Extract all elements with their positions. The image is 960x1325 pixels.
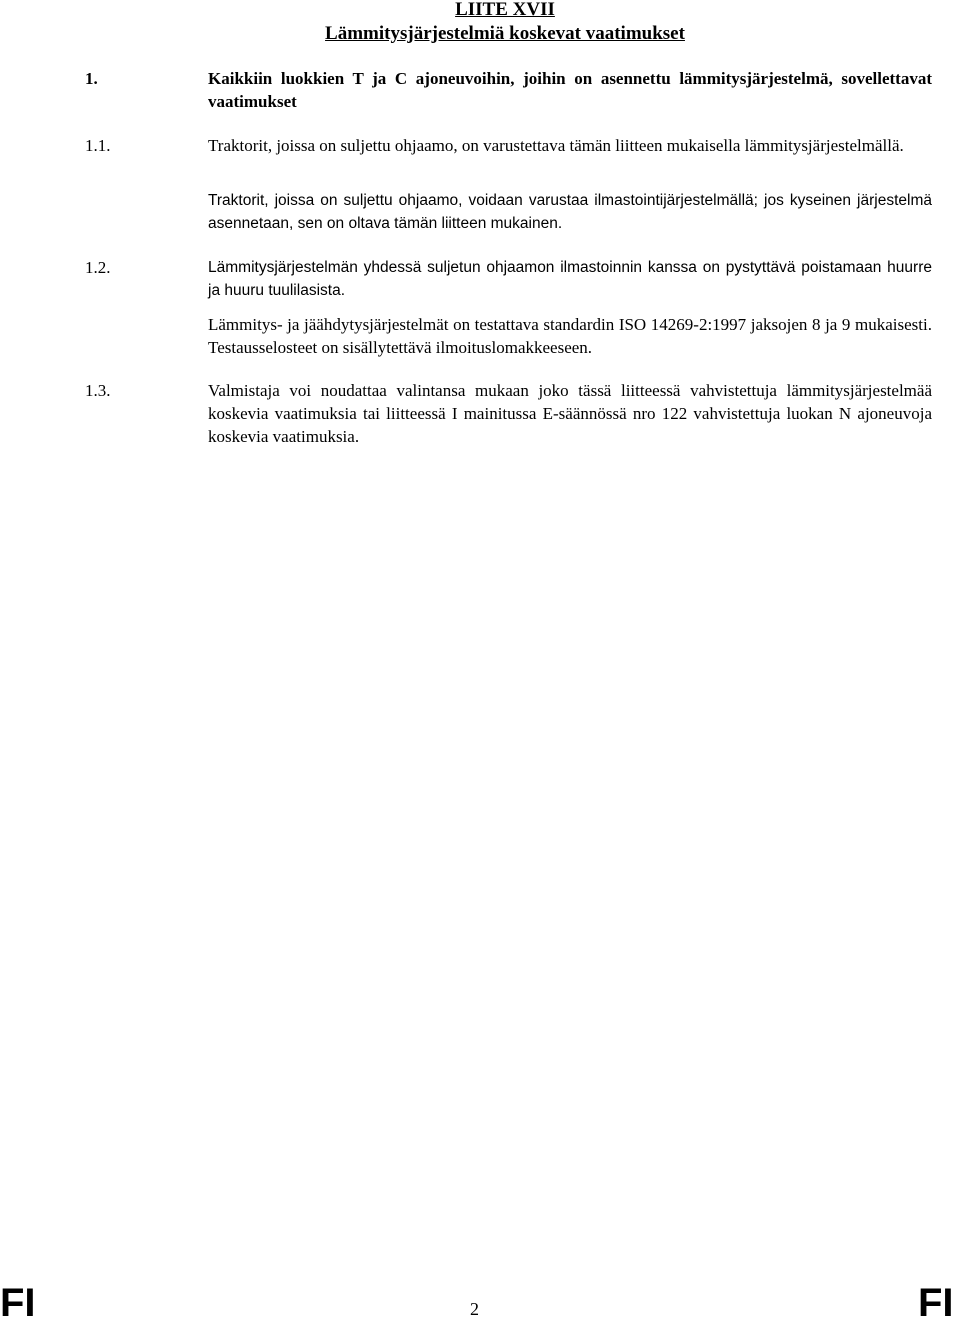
section-1-3-paragraph: Valmistaja voi noudattaa valintansa mukaan joko tässä liitteessä vahvistettuja lämmitysjärjestelmää koskevia vaatimuksia tai liitteessä I mainitussa E-säännössä nro 122 vahvistettuja luokan N ajoneuvoja koskevia vaatimuksia.	[208, 381, 932, 446]
section-1-1-paragraph: Traktorit, joissa on suljettu ohjaamo, on varustettava tämän liitteen mukaisella lämmitysjärjestelmällä.	[208, 136, 904, 155]
section-1-2-paragraph: Lämmitysjärjestelmän yhdessä suljetun ohjaamon ilmastoinnin kanssa on pystyttävä poistamaan huurre ja huuru tuulilasista.	[208, 259, 932, 299]
section-1-2-paragraph-2: Lämmitys- ja jäähdytysjärjestelmät on testattava standardin ISO 14269-2:1997 jaksojen 8 ja 9 mukaisesti. Testausselosteet on sisällytettävä ilmoituslomakkeeseen.	[208, 315, 932, 357]
section-1-1-number: 1.1.	[85, 136, 111, 155]
footer-language-right: FI	[918, 1281, 954, 1325]
annex-label: LIITE XVII	[455, 0, 555, 20]
section-1-3-number: 1.3.	[85, 381, 111, 400]
section-1-number: 1.	[85, 69, 98, 88]
page-number: 2	[470, 1299, 479, 1319]
section-1-heading: Kaikkiin luokkien T ja C ajoneuvoihin, joihin on asennettu lämmitysjärjestelmä, sovellettavat vaatimukset	[208, 69, 932, 111]
section-1-1-paragraph-2: Traktorit, joissa on suljettu ohjaamo, voidaan varustaa ilmastointijärjestelmällä; jos kyseinen järjestelmä asennetaan, sen on oltava tämän liitteen mukainen.	[208, 192, 932, 232]
section-1-2-number: 1.2.	[85, 258, 111, 277]
footer-language-left: FI	[0, 1281, 36, 1325]
page-title: Lämmitysjärjestelmiä koskevat vaatimukset	[325, 23, 685, 44]
